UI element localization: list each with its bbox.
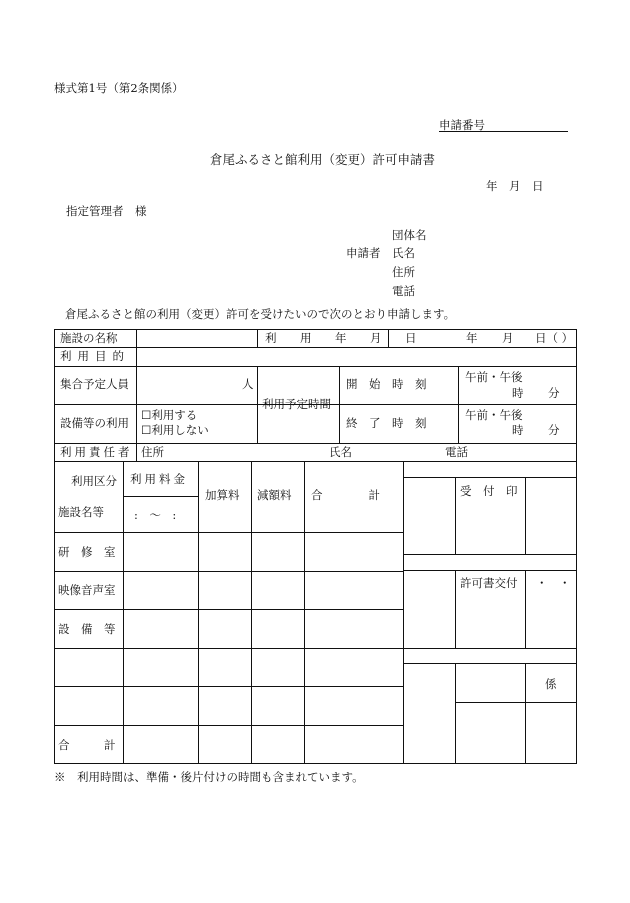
category-header: 利用区分 — [71, 474, 117, 488]
responsible-phone-label[interactable]: 電話 — [445, 445, 468, 459]
permit-issue-label: 許可書交付 — [460, 576, 518, 590]
applicant-phone-label: 電話 — [392, 284, 415, 298]
equipment-use-label: 設備等の利用 — [60, 416, 129, 430]
purpose-label: 利用目的 — [60, 349, 130, 363]
row-av-room: 映像音声室 — [58, 583, 116, 597]
addressee: 指定管理者 様 — [66, 204, 147, 218]
start-hour[interactable]: 時 — [512, 386, 524, 400]
total-header: 合 計 — [311, 488, 380, 502]
responsible-address-label[interactable]: 住所 — [141, 445, 164, 459]
expected-people-label: 集合予定人員 — [60, 377, 129, 391]
purpose-field[interactable] — [139, 349, 575, 364]
use-date-year: 年 — [466, 331, 478, 345]
discount-header: 減額料 — [257, 488, 292, 502]
clerk-label: 係 — [545, 677, 557, 691]
facility-name-label: 施設の名称 — [60, 331, 118, 345]
page-title: 倉尾ふるさと館利用（変更）許可申請書 — [210, 152, 436, 167]
end-minute[interactable]: 分 — [548, 423, 560, 437]
use-date-day[interactable]: 日（ ） — [535, 331, 574, 345]
equipment-use-no-checkbox[interactable]: ☐利用しない — [141, 423, 209, 437]
people-unit[interactable]: 人 — [242, 377, 254, 391]
intro-text: 倉尾ふるさと館の利用（変更）許可を受けたいので次のとおり申請します。 — [65, 307, 456, 321]
end-hour[interactable]: 時 — [512, 423, 524, 437]
application-number-label: 申請番号 — [439, 118, 485, 132]
applicant-name-label: 氏名 — [392, 246, 415, 260]
surcharge-header: 加算料 — [205, 488, 240, 502]
row-training-room: 研 修 室 — [58, 545, 116, 559]
fee-header: 利用料金 — [130, 472, 188, 486]
facility-col-header: 施設名等 — [58, 505, 104, 519]
facility-name-field[interactable] — [139, 333, 256, 346]
form-number: 様式第1号（第2条関係） — [54, 81, 184, 95]
use-date-month: 月 — [502, 331, 514, 345]
responsible-person-label: 利用責任者 — [60, 445, 133, 459]
date-line[interactable]: 年 月 日 — [486, 179, 544, 193]
applicant-org-label: 団体名 — [392, 228, 427, 242]
applicant-label: 申請者 — [346, 246, 381, 260]
permit-issue-date[interactable]: ・ ・ — [536, 576, 571, 590]
footnote: ※ 利用時間は、準備・後片付けの時間も含まれています。 — [54, 770, 364, 784]
responsible-name-label[interactable]: 氏名 — [329, 445, 352, 459]
start-time-label: 開 始 時 刻 — [346, 377, 427, 391]
applicant-address-label: 住所 — [392, 265, 415, 279]
end-time-label: 終 了 時 刻 — [346, 416, 427, 430]
time-range-field[interactable]: : 〜 : — [134, 508, 177, 522]
row-total: 合 計 — [58, 738, 116, 752]
end-ampm[interactable]: 午前・午後 — [465, 408, 523, 422]
start-ampm[interactable]: 午前・午後 — [465, 370, 523, 384]
use-date-label: 利 用 年 月 日 — [265, 331, 423, 345]
planned-time-label: 利用予定時間 — [262, 397, 331, 411]
equipment-use-yes-checkbox[interactable]: ☐利用する — [141, 408, 198, 422]
receipt-stamp-label: 受 付 印 — [460, 484, 518, 498]
start-minute[interactable]: 分 — [548, 386, 560, 400]
row-equipment: 設 備 等 — [58, 622, 116, 636]
